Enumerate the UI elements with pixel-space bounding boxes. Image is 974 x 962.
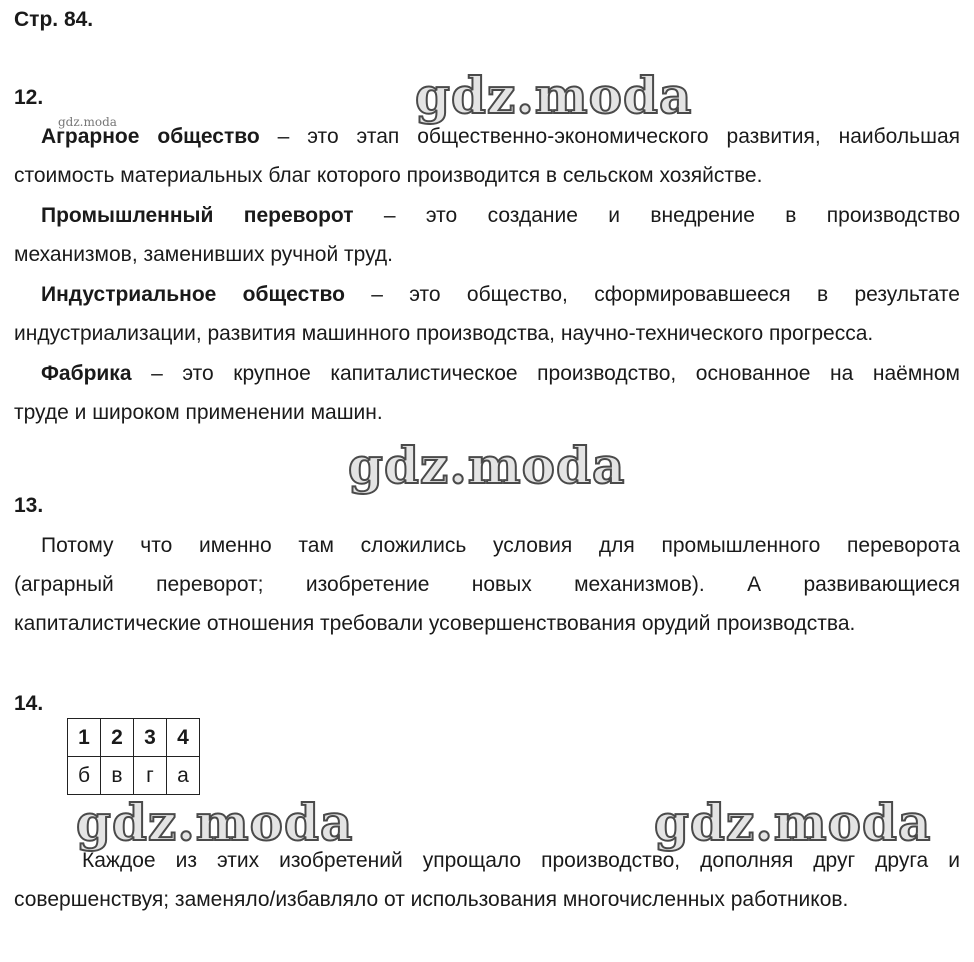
answer-line: капиталистические отношения требовали усовершенствования орудий производства. [14,612,856,635]
page-title: Стр. 84. [14,8,94,31]
answer-line: совершенствуя; заменяло/избавляло от использования многочисленных работников. [14,888,849,911]
definition-industrial-society [14,275,960,353]
term: Аграрное общество [41,125,260,148]
table-cell: г [134,757,167,795]
definition-text: труде и широком применении машин. [14,401,383,424]
watermark: gdz.moda [76,793,354,852]
table-row [68,757,200,795]
term: Фабрика [41,362,132,385]
answer-14 [14,841,960,919]
definition-text: стоимость материальных благ которого производится в сельском хозяйстве. [14,164,763,187]
definition-text: индустриализации, развития машинного производства, научно-технического прогресса. [14,322,874,345]
definition-text: – это этап общественно-экономического развития, наибольшая [259,125,960,148]
term: Промышленный переворот [41,204,354,227]
answer-line: Потому что именно там сложились условия для промышленного переворота [41,534,960,557]
question-number-13: 13. [14,494,44,517]
table-header-row [68,719,200,757]
answer-13 [14,526,960,643]
definition-industrial-revolution [14,196,960,274]
table-cell: 3 [134,719,167,757]
question-number-12: 12. [14,86,44,109]
table-cell: 1 [68,719,101,757]
watermark: gdz.moda [415,66,693,125]
table-cell: а [167,757,200,795]
watermark: gdz.moda [348,436,626,495]
table-cell: б [68,757,101,795]
answer-line: (аграрный переворот; изобретение новых механизмов). А развивающиеся [14,573,960,596]
question-number-14: 14. [14,692,44,715]
definition-text: – это создание и внедрение в производство [353,204,961,227]
table-cell: 4 [167,719,200,757]
definition-agrarian-society [14,117,960,195]
definition-text: – это крупное капиталистическое производство, основанное на наёмном [131,362,960,385]
answer-line: Каждое из этих изобретений упрощало производство, дополняя друг друга и [82,849,960,872]
answer-table [67,718,200,795]
definition-text: механизмов, заменивших ручной труд. [14,243,393,266]
watermark-small: gdz.moda [58,115,117,129]
term: Индустриальное общество [41,283,345,306]
table-cell: 2 [101,719,134,757]
watermark: gdz.moda [654,793,932,852]
definition-factory [14,354,960,432]
table-cell: в [101,757,134,795]
definition-text: – это общество, сформировавшееся в результате [345,283,960,306]
